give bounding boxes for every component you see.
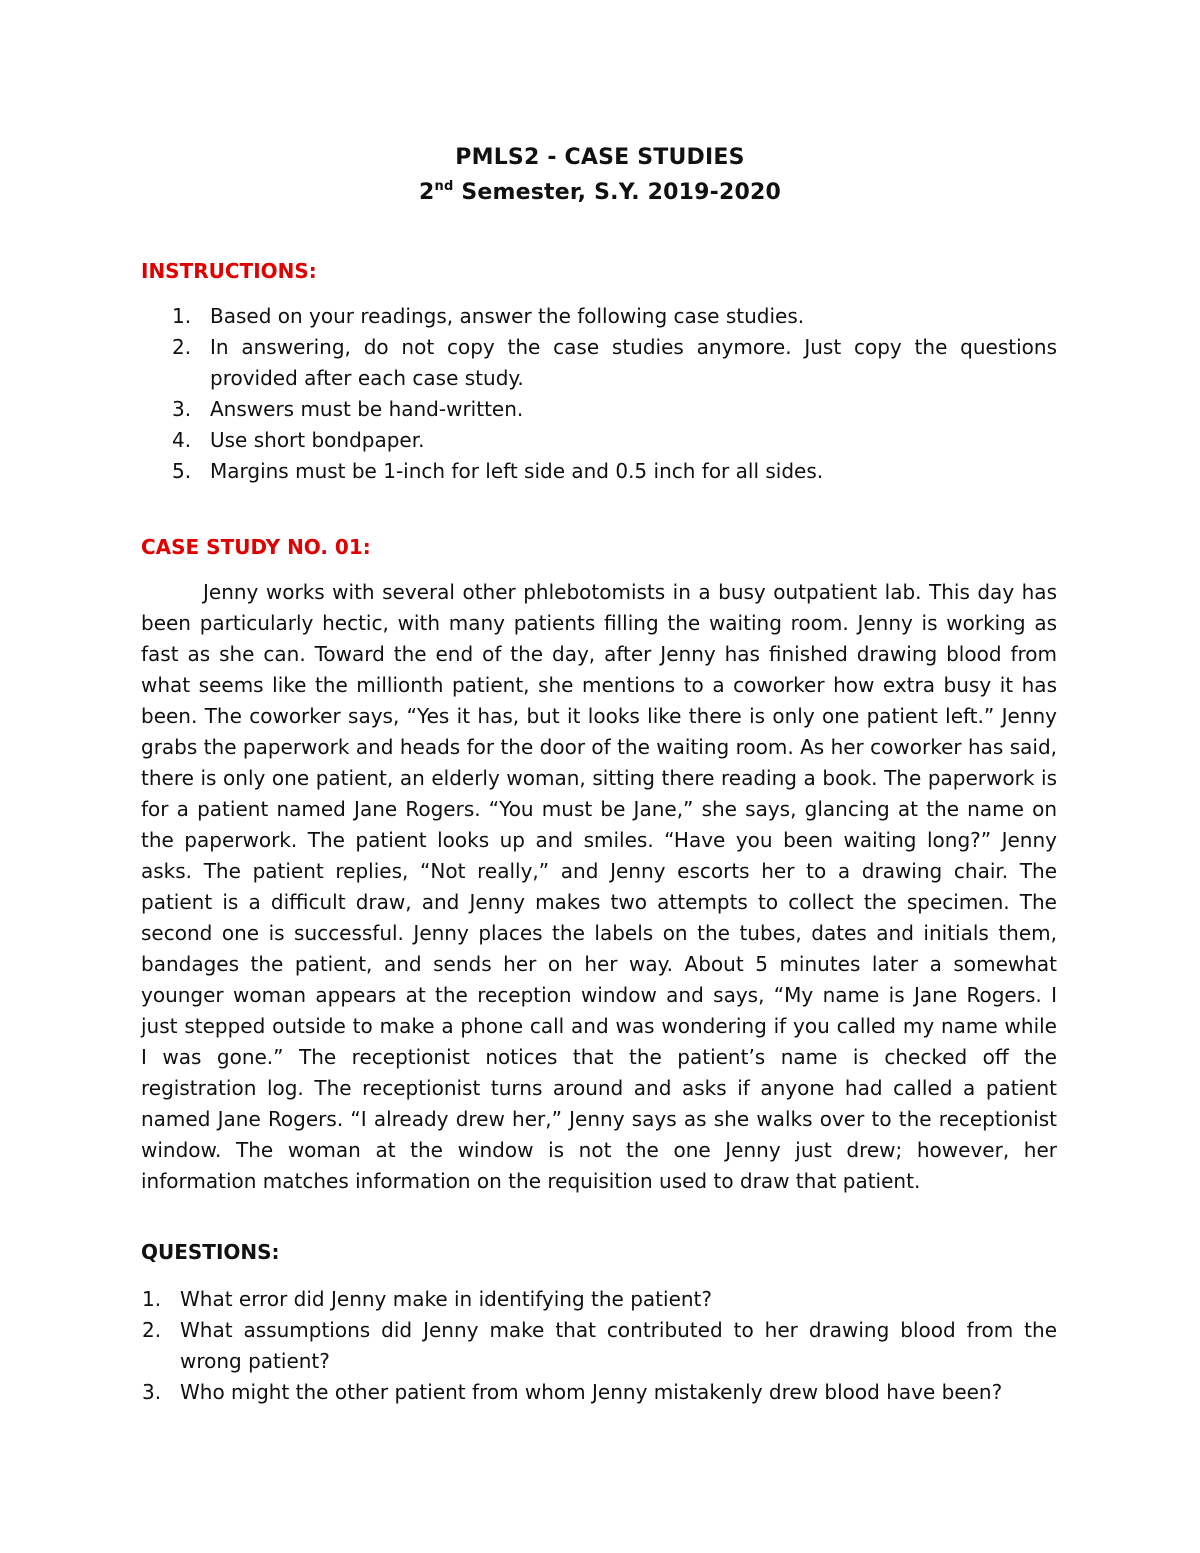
item-number: 3. bbox=[172, 397, 192, 421]
questions-list bbox=[142, 1284, 1057, 1408]
item-text: Based on your readings, answer the following case studies. bbox=[210, 304, 805, 328]
item-text: Answers must be hand-written. bbox=[210, 397, 524, 421]
list-item bbox=[172, 332, 1057, 394]
questions-heading: QUESTIONS: bbox=[141, 1240, 280, 1264]
list-item bbox=[172, 425, 1057, 456]
item-text: What assumptions did Jenny make that contributed to her drawing blood from the wrong patient? bbox=[180, 1318, 1057, 1373]
semester-ordinal: 2 bbox=[418, 180, 435, 205]
item-text: In answering, do not copy the case studies anymore. Just copy the questions provided after each case study. bbox=[210, 335, 1057, 390]
item-text: Margins must be 1-inch for left side and 0.5 inch for all sides. bbox=[210, 459, 824, 483]
item-text: Use short bondpaper. bbox=[210, 428, 425, 452]
item-number: 3. bbox=[142, 1380, 162, 1404]
instructions-list bbox=[172, 301, 1057, 487]
instructions-heading: INSTRUCTIONS: bbox=[141, 259, 317, 283]
list-item bbox=[142, 1284, 1057, 1315]
list-item bbox=[172, 456, 1057, 487]
list-item bbox=[142, 1377, 1057, 1408]
list-item bbox=[142, 1315, 1057, 1377]
case-study-heading: CASE STUDY NO. 01: bbox=[141, 535, 371, 559]
item-number: 4. bbox=[172, 428, 192, 452]
item-number: 1. bbox=[172, 304, 192, 328]
item-number: 5. bbox=[172, 459, 192, 483]
list-item bbox=[172, 394, 1057, 425]
document-title: PMLS2 - CASE STUDIES bbox=[455, 145, 745, 170]
item-text: What error did Jenny make in identifying the patient? bbox=[180, 1287, 713, 1311]
item-number: 2. bbox=[142, 1318, 162, 1342]
item-number: 2. bbox=[172, 335, 192, 359]
semester-line bbox=[0, 180, 1200, 205]
item-text: Who might the other patient from whom Jenny mistakenly drew blood have been? bbox=[180, 1380, 1003, 1404]
semester-text: Semester, S.Y. 2019-2020 bbox=[453, 180, 782, 205]
semester-ordinal-suffix: nd bbox=[434, 179, 454, 194]
list-item bbox=[172, 301, 1057, 332]
item-number: 1. bbox=[142, 1287, 162, 1311]
case-study-body: Jenny works with several other phlebotomists in a busy outpatient lab. This day has been particularly hectic, with many patients filling the waiting room. Jenny is working as fast as she can. Toward the end of the day, after Jenny has finished drawing blood from what seems like the millionth patient, she mentions to a coworker how extra busy it has been. The coworker says, “Yes it has, but it looks like there is only one patient left.” Jenny grabs the paperwork and heads for the door of the waiting room. As her coworker has said, there is only one patient, an elderly woman, sitting there reading a book. The paperwork is for a patient named Jane Rogers. “You must be Jane,” she says, glancing at the name on the paperwork. The patient looks up and smiles. “Have you been waiting long?” Jenny asks. The patient replies, “Not really,” and Jenny escorts her to a drawing chair. The patient is a difficult draw, and Jenny makes two attempts to collect the specimen. The second one is successful. Jenny places the labels on the tubes, dates and initials them, bandages the patient, and sends her on her way. About 5 minutes later a somewhat younger woman appears at the reception window and says, “My name is Jane Rogers. I just stepped outside to make a phone call and was wondering if you called my name while I was gone.” The receptionist notices that the patient’s name is checked off the registration log. The receptionist turns around and asks if anyone had called a patient named Jane Rogers. “I already drew her,” Jenny says as she walks over to the receptionist window. The woman at the window is not the one Jenny just drew; however, her information matches information on the requisition used to draw that patient. bbox=[141, 580, 1057, 1193]
